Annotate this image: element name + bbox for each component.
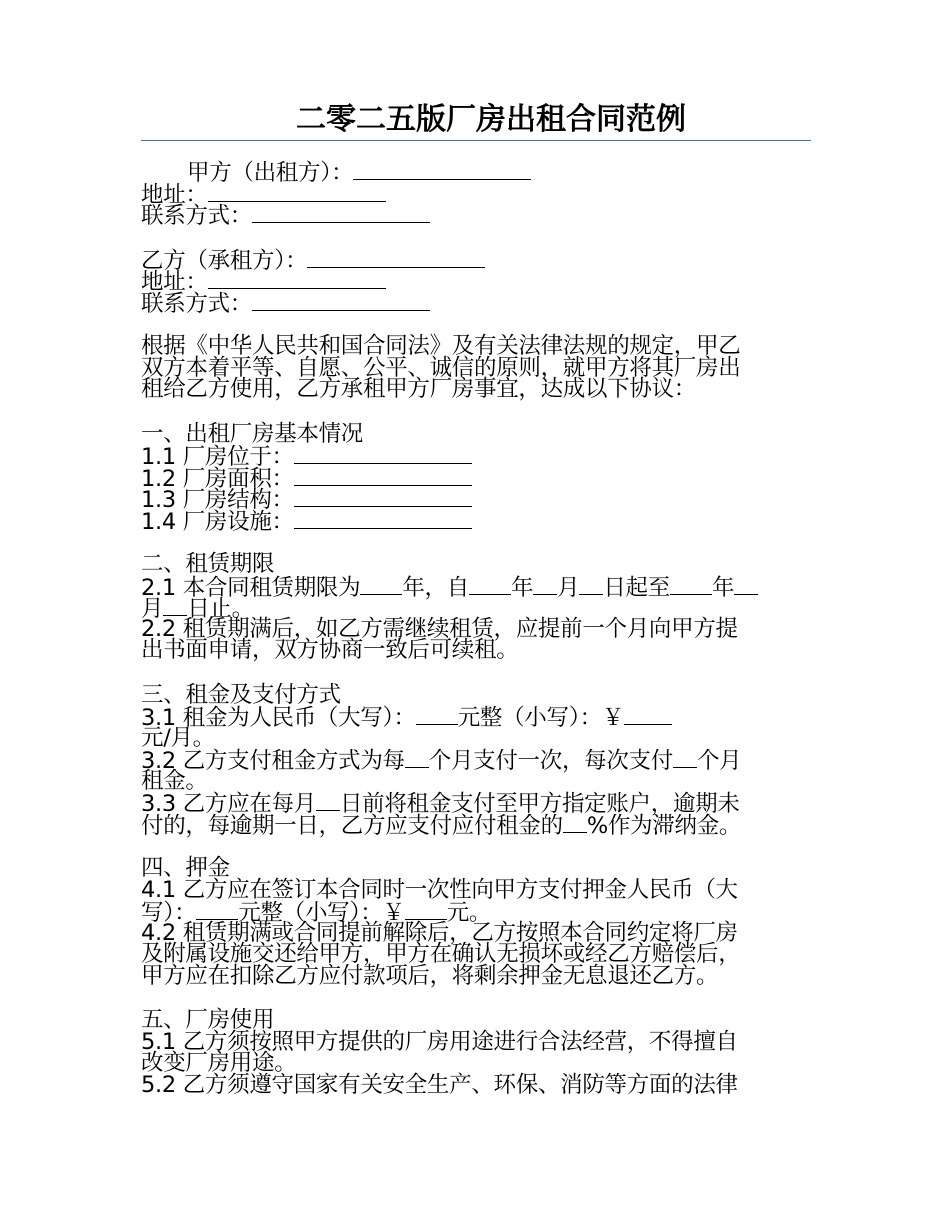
party-b-line: 乙方（承租方）： <box>141 249 811 271</box>
title-underline <box>141 140 811 141</box>
clause-line: 1.2 厂房面积： <box>141 467 811 489</box>
blank-field <box>294 488 472 507</box>
blank-field <box>469 576 511 595</box>
party-a-line: 甲方（出租方）： <box>141 161 811 183</box>
blank-field <box>307 249 485 268</box>
party-a-address: 地址： <box>141 183 811 205</box>
blank-field <box>563 814 587 833</box>
blank-field <box>670 576 712 595</box>
blank-field <box>579 576 603 595</box>
blank-field <box>252 292 430 311</box>
blank-field <box>353 161 531 180</box>
clause-line: 2.2 租赁期满后，如乙方需继续租赁，应提前一个月向甲方提 <box>141 615 738 642</box>
blank-field <box>294 467 472 486</box>
preamble-line: 根据《中华人民共和国合同法》及有关法律法规的规定，甲乙 <box>141 333 741 359</box>
section-heading: 二、租赁期限 <box>141 551 275 577</box>
clause-line: 写）： 元整（小写）：￥ 元。 <box>141 900 492 926</box>
preamble-line: 租给乙方使用，乙方承租甲方厂房事宜，达成以下协议： <box>141 376 697 402</box>
blank-field <box>316 792 340 811</box>
clause-line: 改变厂房用途。 <box>141 1050 297 1076</box>
clause-line: 出书面申请，双方协商一致后可续租。 <box>141 637 519 663</box>
blank-field <box>673 749 697 768</box>
contract-body <box>141 161 811 1096</box>
clause-line: 1.4 厂房设施： <box>141 510 811 532</box>
blank-field <box>163 597 187 616</box>
blank-field <box>360 576 402 595</box>
preamble-line: 双方本着平等、自愿、公平、诚信的原则，就甲方将其厂房出 <box>141 354 741 381</box>
blank-field <box>208 270 386 289</box>
party-b-contact: 联系方式： <box>141 292 811 314</box>
section-heading: 三、租金及支付方式 <box>141 681 341 708</box>
blank-field <box>533 576 557 595</box>
clause-line: 4.1 乙方应在签订本合同时一次性向甲方支付押金人民币（大 <box>141 876 738 903</box>
clause-line: 3.2 乙方支付租金方式为每 个月支付一次，每次支付 个月 <box>141 748 742 774</box>
blank-field <box>208 183 386 202</box>
clause-line: 5.2 乙方须遵守国家有关安全生产、环保、消防等方面的法律 <box>141 1071 738 1098</box>
clause-line: 付的，每逾期一日，乙方应支付应付租金的 %作为滞纳金。 <box>141 812 742 839</box>
section-heading: 五、厂房使用 <box>141 1007 275 1033</box>
party-a-contact: 联系方式： <box>141 204 811 226</box>
clause-line: 月 日止。 <box>141 596 254 622</box>
blank-field <box>405 749 429 768</box>
blank-field <box>294 510 472 529</box>
blank-field <box>252 204 430 223</box>
clause-line: 元/月。 <box>141 724 215 751</box>
clause-line: 甲方应在扣除乙方应付款项后，将剩余押金无息退还乙方。 <box>141 962 719 989</box>
blank-field <box>416 706 458 725</box>
clause-line: 3.3 乙方应在每月 日前将租金支付至甲方指定账户，逾期未 <box>141 791 740 817</box>
section-heading: 四、押金 <box>141 855 230 881</box>
clause-line: 1.1 厂房位于： <box>141 445 811 467</box>
clause-line: 4.2 租赁期满或合同提前解除后，乙方按照本合同约定将厂房 <box>141 919 738 946</box>
party-b-address: 地址： <box>141 270 811 292</box>
clause-line: 5.1 乙方须按照甲方提供的厂房用途进行合法经营，不得擅自 <box>141 1028 738 1055</box>
clause-line: 及附属设施交还给甲方，甲方在确认无损坏或经乙方赔偿后， <box>141 941 741 967</box>
document-page <box>141 100 811 1200</box>
section-heading: 一、出租厂房基本情况 <box>141 420 364 447</box>
clause-line: 2.1 本合同租赁期限为 年，自 年 月 日起至 年 <box>141 576 811 598</box>
blank-field <box>624 706 672 725</box>
blank-field <box>734 576 758 595</box>
clause-line: 3.1 租金为人民币（大写）： 元整（小写）：￥ <box>141 706 811 728</box>
blank-field <box>294 445 472 464</box>
blank-field <box>196 901 238 920</box>
clause-line: 租金。 <box>141 767 208 794</box>
clause-line: 1.3 厂房结构： <box>141 488 811 510</box>
blank-field <box>405 901 447 920</box>
document-title: 二零二五版厂房出租合同范例 <box>296 102 686 137</box>
